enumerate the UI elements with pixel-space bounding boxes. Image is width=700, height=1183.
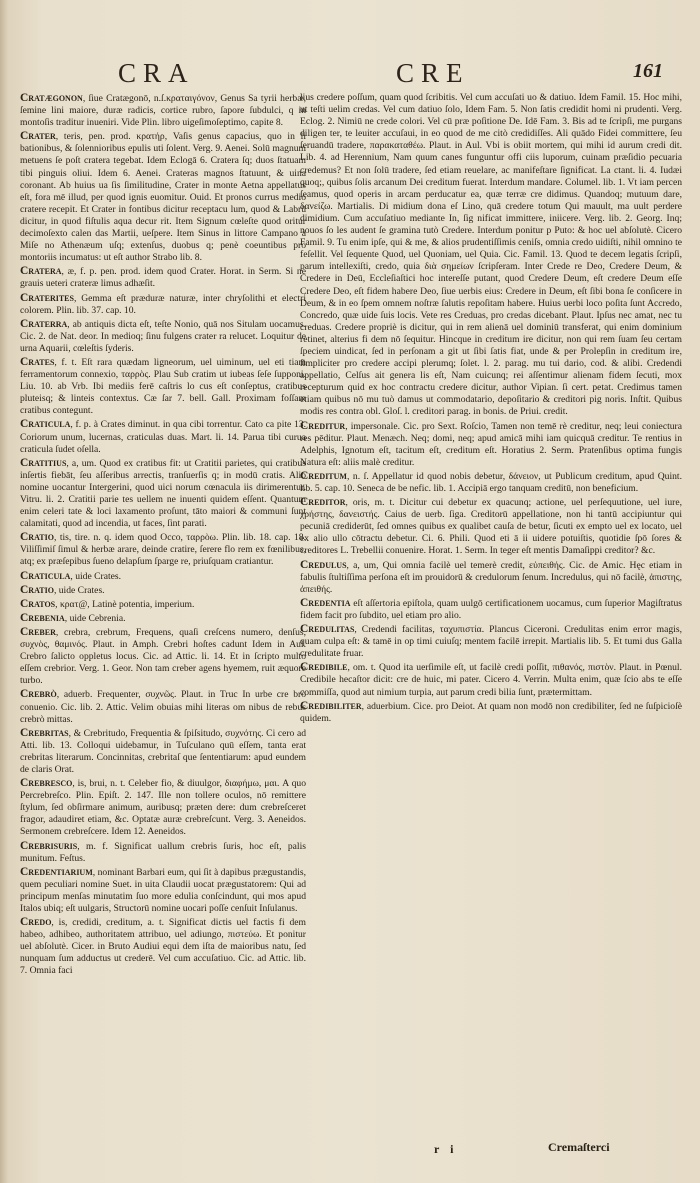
headword: Credibiliter bbox=[300, 699, 362, 712]
dictionary-entry: Cratægonon, ſiue Cratægonō, n.ſ.κραταιγόνον, Genus Sa tyrii herbæ, ſemine lini maiore, duræ radicis, cortice rubro, ſapore ſubdulci, q in montoſis traditur inueniri. Vide Plin. libro uigeſimoſeptimo, capite 8. bbox=[20, 92, 306, 129]
headword: Credo bbox=[20, 916, 52, 929]
header-left-word: CRA bbox=[118, 58, 195, 88]
headword: Cratitius bbox=[20, 456, 67, 469]
headword: Crebreſco bbox=[20, 777, 73, 790]
left-column bbox=[20, 92, 306, 1142]
dictionary-entry: Creditur, impersonale. Cic. pro Sext. Roſcio, Tamen non temē rè creditur, neq; leui coniectura res pēditur. Plaut. Menæch. Neq; domi, neq; apud amicā mihi iam quicquā creditur. Te rentius in Adelphis, Ignotum eſt, tacitum eſt, creditum eſt. Horatius 2. Serm. Pratenſibus optima fungis Natura eſt: aliis malè creditur. bbox=[300, 419, 682, 468]
header-right-word: CRE bbox=[396, 58, 470, 88]
dictionary-entry: Creditum, n. ſ. Appellatur id quod nobis debetur, δάνειον, ut Publicum creditum, apud Quint. lib. 5. cap. 10. Seneca de be nefic. lib. 1. Accipiā ergo tanquam creditū, non beneficium. bbox=[300, 469, 682, 494]
headword: Crater bbox=[20, 130, 56, 143]
dictionary-entry: Crebenia, uide Cebrenia. bbox=[20, 611, 126, 624]
dictionary-entry: Credulus, a, um, Qui omnia facilè uel temerè credit, εὐπειθής. Cic. de Amic. Hęc etiam in fabulis ſtultiſſima perſona eſt im prouidorū & credulorum ſenum. Incredulus, qui nō facilè, ἀπιστης, ἀπειθής. bbox=[300, 558, 682, 595]
dictionary-entry: Cratos, κρατ@, Latinè potentia, imperium. bbox=[20, 597, 195, 610]
dictionary-entry: Credibile, om. t. Quod ita uerſimile eſt, ut facilè credi poſſit, πιθανός, πιστὸν. Plaut. in Pœnul. Credibile hecaſtor dicit: cre de huic, mi pater. Cicero 4. Verrin. Multa enim, quæ ſcio abs te eſſe commiſſa, quod aut nimium turpia, aut parum credi bilia ſunt, prætermittam. bbox=[300, 661, 682, 698]
right-column bbox=[300, 92, 682, 1142]
dictionary-entry: Credulitas, Credendi facilitas, ταχυπιστία. Plancus Ciceroni. Credulitas enim error magis, quam culpa eſt: & tamē in op timi cuiuſq; mentem facilē irrepit. Martialis lib. 5. Et tumi dus Galla credulitate fruar. bbox=[300, 623, 682, 660]
headword: Crebriſuris bbox=[20, 839, 78, 852]
headword: Craterites bbox=[20, 291, 74, 304]
dictionary-entry: Craticula, f. p. à Crates diminut. in qua cibi torrentur. Cato ca pite 13. Coriorum unum, lucernas, craticulas duas. Mart. li. 14. Parua tibi curua craticula ſudet oſella. bbox=[20, 418, 306, 455]
dictionary-entry: Credentiarium, nominant Barbari eum, qui ſit à dapibus prægustandis, quem peculiari nomine Suet. in uita Claudii uocat prægustatorem: Qui ad principum menſas minutatim ſuo more edulia conſcindunt, qui mos apud Italos ubiq; eſt uulgaris, Structorū nomine uocari poſſe cenſuit Inſulanus. bbox=[20, 865, 306, 914]
dictionary-entry: Craterra, ab antiquis dicta eſt, teſte Nonio, quā nos Situlam uocamus. Cic. 2. de Nat. deor. In medioq; ſinu fulgens crater ra relucet. Loquitur de urna Aquarii, cœleſtis ſyderis. bbox=[20, 317, 306, 354]
dictionary-entry: Cratio, tis, tire. n. q. idem quod Occo, ταρρὸω. Plin. lib. 18. cap. 18. Viliſſimiſ ſimul & herbæ arare, deinde cratire, ſerere flo rem ex fœnilibus, atq; ex præſepibus ſueno delapſum ſparge re, priuſquam cratiantur. bbox=[20, 531, 306, 568]
dictionary-entry: Credentia eſt aſſertoria epiſtola, quam uulgō certificationem uocamus, cum ſuperior Magiſtratus fidem facit pro ſubdito, uel etiam pro alio. bbox=[300, 596, 682, 621]
dictionary-entry: Credibiliter, aduerbium. Cice. pro Deiot. At quam non modō non credibiliter, ſed ne ſuſpicioſè quidem. bbox=[300, 699, 682, 724]
headword: Craticula bbox=[20, 569, 71, 582]
dictionary-entry: Creditor, oris, m. t. Dicitur cui debetur ex quacunq; actione, uel perſequutione, uel iure, χρήστης, δανειστής. Caius de uerb. ſiga. Creditorū appellatione, non hi tantū accipiuntur qui pecuniā crediderūt, ſed omnes quibus ex qualibet cauſa de betur, ſicuti ex empto uel ex locato, uel ex alio ullo cōtractu debetur. Ci. 6. Phili. Quod eti ā ii uidere potuiſtis, quotidie ſpō ſores & creditores L. Trebellii conuenire. Horat. 1. Serm. In teger eſt mentis Damaſippi creditor? &c. bbox=[300, 496, 682, 557]
headword: Creditum bbox=[300, 469, 347, 482]
headword: Creber bbox=[20, 625, 56, 638]
dictionary-entry: Crater, teris, pen. prod. κρατήρ, Vaſis genus capacius, quo in li bationibus, & ſolennioribus epulis uti ſolent. Verg. 9. Aenei. Solū magnum metuens ſe poſt cratera tegebat. Idem Eclogā 6. Cratera ſq; duos ſtatuam tibi pinguis oliui. Idem 6. Aenei. Crateras magnos ſtatuunt, & uina coronant. Ab huius ua ſis ſimilitudine, Crater in monte Aetna appellatus eſt, fora mē illud, per quod ignis euomitur. Ouid. Et pronos currus medio cratere recepit. Et Crater in fontibus dicitur receptacu lum, quod & Labrū dicitur, in quod fiſtulis aqua decur rit. Item Signum cœleſte quod oritur decimoſexto calen das Martii, ueſpere. Item Sinus in littore Campano à Miſe no Athenæum uſq; extenſus, duobus q; penè coeuntibus pro montoriis incumatus: ut eſt author Strabo lib. 8. bbox=[20, 130, 306, 264]
headword: Cratos bbox=[20, 597, 56, 610]
dictionary-entry: Crebreſco, is, brui, n. t. Celeber fio, & diuulgor, διαφήμω, μαι. A quo Percrebreſco. Plin. Epiſt. 2. 147. Ille non tollere oculos, nō remittere ſtylum, ſed obſirmare animum, auribusq; præten dere: dum crebreſceret fragor, adaudiret etiam, &c. Optatæ auræ crebreſcunt. Verg. 3. Aeneidos. Sermonem crebreſcere. Idem 12. Aeneidos. bbox=[20, 777, 306, 838]
dictionary-entry: Crebritas, & Crebritudo, Frequentia & ſpiſsitudo, συχνότης. Ci cero ad Atti. lib. 13. Colloqui uidebamur, in Tuſculano quū eſſem, tanta erat crebritas literarum. Concinnitas, crebritaſ que ſententiarum: apud eundem de claris Orat. bbox=[20, 726, 306, 775]
dictionary-entry: Craterites, Gemma eſt præduræ naturæ, inter chryſolithi et electri colorem. Plin. lib. 37. cap. 10. bbox=[20, 291, 306, 316]
dictionary-entry: Cratio, uide Crates. bbox=[20, 583, 105, 596]
signature-mark: r i bbox=[434, 1142, 458, 1156]
headword: Cratera bbox=[20, 265, 62, 278]
dictionary-entry: Crebriſuris, m. f. Significat uallum crebris ſuris, hoc eſt, palis munitum. Feſtus. bbox=[20, 839, 306, 864]
dictionary-entry: Cratera, æ, f. p. pen. prod. idem quod Crater. Horat. in Serm. Si ne grauis ueteri crateræ limus adhæſit. bbox=[20, 265, 306, 290]
catchword: Cremaſterci bbox=[548, 1140, 610, 1154]
headword: Craterra bbox=[20, 317, 68, 330]
headword: Credentiarium bbox=[20, 865, 93, 878]
dictionary-entry: Craticula, uide Crates. bbox=[20, 569, 122, 582]
headword: Credulitas bbox=[300, 623, 355, 636]
dictionary-entry: Crates, f. t. Eſt rara quædam ligneorum, uel uiminum, uel eti tiam ferramentorum connexio, ταρρὸς. Plau Sub cratim ut iubeas ſeſe ſupponi. Liu. 10. ab Vrb. Ibi mediis ferē caſtris lo cus eſt conſeptus, cratibus pluteisq; & linteis contextus. Cæ ſar 7. bell. Gall. Proximam foſſam cratibus contegunt. bbox=[20, 355, 306, 417]
headword: Cratægonon bbox=[20, 92, 83, 104]
dictionary-entry: Creber, crebra, crebrum, Frequens, quaſi creſcens numero, denſus, συχνὸς, θαμινός. Plaut. in Amph. Crebri hoſtes cadunt Idem in Aul. Crebro ſalicto oppletus locus. Cic. ad Attic. li. 14. Et in ſcripto multo eſſem crebrior. Verg. 1. Geor. Non tam creber agens hyemem, ruit æquore turbo. bbox=[20, 625, 306, 687]
dictionary-entry: lius credere poſſum, quam quod ſcribitis. Vel cum accuſati uo & datiuo. Idem Famil. 15. Hoc mihi, ut teſti uelim credas. Vel cum datiuo ſolo, Idem Fam. 5. Non ſatis credidit homi ni prudenti. Verg. Eclog. 2. Nimiū ne crede colori. Vel cū præ poſitione De. Idē Fam. 3. Bis ad te ſcripſi, me purgans diligen ter, te leuiter accuſaui, in eo quod de me citò credidiſſes. Ali quādo Fidei committere, ſeu ſeruandū tradere, παρακαταθέω. Plaut. in Aul. Vbi is obiit mortem, qui mihi id aurum credi dit. Lib. 4. ad Herennium, Nam quum canes funguntur offi ciis luporum, cuinam præſidio pecuaria credemus? Et non ſolū tradere, ſed etiam reuelare, ac manifeſtare ſignificat. La ctant. li. 4. Iudæi quoq;, quibus ſolis arcanum Dei creditum fuerat. Interdum mandare. Columel. lib. 1. Vt iam percen ſeamus, quod operis in arcam perducatur ea, quæ terræ cre didimus. Quandoq; mutuum dare, δανείζω. Martialis. Di midium dona eſ Lino, quā credere totum Qui mauult, ma uult perdere dimidium. Cum accuſatiuo mediante In, ſig nificat immittere, iniicere. Verg. lib. 2. Georg. Inq; nouos ſo les audent ſe gramina tutò Credere. Interdum ponitur p Puto: & hoc uel abſolutè. Cicero Famil. 9. Tu enim ipſe, qui & me, & alios prudentiſſimis ceniſs, omnia credo uidiſti, nihil omnino te feſellit. Vel ſequente Quod, uel Quoniam, uel Quia. Cic. Famil. 13. Quod te decem legatis ſcripſi, parum intellexiſti, credo, quia διὰ σημείων ſcripſeram. Inter Crede re Deo, Credere Deum, & Credere in Deū, Eccleſiaſtici hoc intereſſe putant, quod Credere Deum, eſt credere Deum eſſe Credere Deo, eſt fidem habere Deo, ſiue uerbis eius: Credere in Deum, eſt ſibi bona ſe conſicere in Deum, & in eo ſpem omnem noſtræ ſalutis repoſitam habere. Huius uerbi loco poſita ſunt Accredo, Concredo, quæ uide ſuis locis. Vete res Creduas, pro credas dicebant. Plaut. Ipſus nec amat, nec tu creduas. Credere propriè is dicitur, qui in rem alienā uel dominiū transferat, qui enim dominium retinet, alterius fi dem nō ſequitur. Hincque in creditum ire dicitur, non qui rem ſuam ſeu certam ſpeciem uindicat, ſed in perſonam a git ut ſibi ſatis fiat, unde & per Prolepſin in creditum ire, ſimpliciter pro credere accipi plerumq; ſolet. l. 2. parag. mu tui dario, cod. & alibi. Credendi appellatio, Celſus ait genera lis eſt, Nam cuicunq; rei aſſentimur alienam fidem ſecuti, mox recepturum quid ex hoc contractu credere dicitur, author Vipian. ſi cert. petat. Credimus tamen etiam quibus nō mu tuò damus ut commodatario, depoſitario & creditori pig noris. Inſtit. Quibus modis res contra obl. Gloſ. l. creditori parag. in bonis. de Priui. credit. bbox=[300, 92, 682, 418]
page-number: 161 bbox=[633, 60, 663, 82]
headword: Cratio bbox=[20, 531, 54, 544]
dictionary-entry: Credo, is, credidi, creditum, a. t. Significat dictis uel factis fi dem habeo, adhibeo, authoritatem attribuo, uel adiungo, πιστεύω. Et ponitur uel abſolutè. Cicer. in Bruto Audiui equi dem iſta de maioribus natu, ſed nunquam ſum adductus ut crederē. Vel cum accuſatiuo. Cic. ad Attic. lib. 7. Omnia faci bbox=[20, 916, 306, 977]
headword: Crebritas bbox=[20, 726, 69, 739]
headword: Craticula bbox=[20, 418, 71, 431]
dictionary-entry: Crebrò, aduerb. Frequenter, συχνῶς. Plaut. in Truc In urbe cre brò conuenio. Cic. lib. 2. Attic. Velim obuias mihi literas om nibus de rebus crebrò mittas. bbox=[20, 688, 306, 725]
headword: Crebenia bbox=[20, 611, 65, 624]
headword: Crebrò bbox=[20, 688, 57, 701]
dictionary-entry: Cratitius, a, um. Quod ex cratibus fit: ut Cratitii parietes, qui cratibus inſertis fiebāt, ſeu aſſeribus arrectis, tranſuerſis q; in modū cratis. Alio nomine uocantur Intergerini, quod uici norum cœnacula iis dirimerentur. Vitru. li. 2. Cratitii parie tes uellem ne inuenti quidem eſſent. Quantum enim celeri tate & loci laxamento proſunt, tāto maiori & communi ſunt calamitati, quod ad incendia, ut faces, ſint parati. bbox=[20, 456, 306, 530]
headword: Creditor bbox=[300, 496, 346, 509]
headword: Credentia bbox=[300, 596, 351, 609]
headword: Credibile bbox=[300, 661, 348, 674]
headword: Creditur bbox=[300, 419, 346, 432]
headword: Crates bbox=[20, 355, 55, 368]
headword: Cratio bbox=[20, 583, 54, 596]
headword: Credulus bbox=[300, 558, 347, 571]
